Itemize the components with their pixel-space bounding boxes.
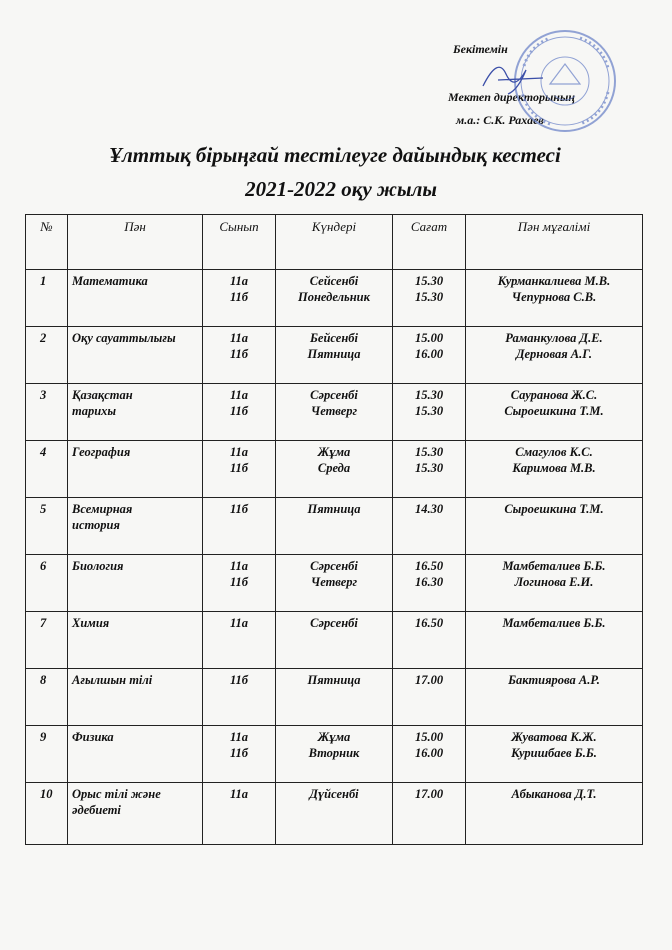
teacher-cell	[466, 384, 643, 441]
teacher-cell-line: Сыроешкина Т.М.	[504, 404, 604, 418]
row-number: 8	[26, 669, 68, 726]
class-cell	[203, 327, 276, 384]
header-time: Сағат	[393, 215, 466, 270]
time-cell-line: 16.00	[414, 347, 444, 361]
signature-icon	[478, 50, 558, 100]
subject-cell-line: Оқу сауаттылығы	[72, 331, 176, 345]
time-cell	[393, 327, 466, 384]
schedule-table	[25, 214, 643, 845]
acting-director-name: м.а.: С.К. Рахаев	[456, 112, 544, 127]
time-cell	[393, 555, 466, 612]
row-number: 7	[26, 612, 68, 669]
subject-cell	[68, 270, 203, 327]
table-row	[26, 327, 643, 384]
teacher-cell	[466, 498, 643, 555]
class-cell-line: 11б	[229, 746, 249, 760]
time-cell-line: 15.30	[414, 274, 444, 288]
days-cell	[276, 327, 393, 384]
time-cell	[393, 441, 466, 498]
header-days: Күндері	[276, 215, 393, 270]
class-cell-line: 11б	[229, 290, 249, 304]
time-cell-line: 15.30	[414, 388, 444, 402]
teacher-cell	[466, 441, 643, 498]
teacher-cell	[466, 669, 643, 726]
days-cell-line: Сәрсенбі	[310, 559, 358, 573]
subject-cell-line: Ағылшын тілі	[72, 673, 153, 687]
class-cell	[203, 612, 276, 669]
class-cell-line: 11а	[229, 388, 249, 402]
subject-cell-line: География	[72, 445, 131, 459]
time-cell	[393, 384, 466, 441]
days-cell-line: Среда	[317, 461, 351, 475]
class-cell	[203, 384, 276, 441]
class-cell-line: 11а	[229, 331, 249, 345]
table-row	[26, 498, 643, 555]
class-cell-line: 11а	[229, 445, 249, 459]
subject-cell	[68, 498, 203, 555]
time-cell	[393, 726, 466, 783]
teacher-cell-line: Мамбеталиев Б.Б.	[502, 559, 606, 573]
teacher-cell	[466, 327, 643, 384]
days-cell-line: Понедельник	[298, 290, 370, 304]
days-cell-line: Сейсенбі	[309, 274, 359, 288]
class-cell	[203, 270, 276, 327]
subject-cell-line: Қазақстан	[72, 388, 133, 402]
class-cell-line: 11а	[229, 559, 249, 573]
header-number: №	[26, 215, 68, 270]
time-cell-line: 15.30	[414, 290, 444, 304]
header-teacher: Пән мұғалімі	[466, 215, 643, 270]
teacher-cell	[466, 612, 643, 669]
days-cell-line: Вторник	[308, 746, 360, 760]
subject-cell	[68, 783, 203, 845]
row-number: 5	[26, 498, 68, 555]
teacher-cell-line: Курманкалиева М.В.	[497, 274, 611, 288]
days-cell	[276, 384, 393, 441]
days-cell	[276, 498, 393, 555]
teacher-cell-line: Чепурнова С.В.	[511, 290, 597, 304]
time-cell	[393, 669, 466, 726]
teacher-cell-line: Абыканова Д.Т.	[511, 787, 597, 801]
teacher-cell-line: Куришбаев Б.Б.	[511, 746, 597, 760]
subject-cell-line: Физика	[72, 730, 114, 744]
subject-cell	[68, 441, 203, 498]
class-cell-line: 11а	[229, 616, 249, 630]
teacher-cell-line: Смагулов К.С.	[515, 445, 593, 459]
days-cell-line: Четверг	[310, 575, 358, 589]
row-number: 6	[26, 555, 68, 612]
days-cell-line: Жұма	[317, 730, 351, 744]
subject-cell	[68, 612, 203, 669]
days-cell-line: Дүйсенбі	[309, 787, 359, 801]
class-cell-line: 11б	[229, 347, 249, 361]
table-row	[26, 783, 643, 845]
time-cell-line: 16.50	[414, 559, 444, 573]
row-number: 3	[26, 384, 68, 441]
days-cell	[276, 270, 393, 327]
subject-cell-line: Биология	[72, 559, 124, 573]
time-cell-line: 15.00	[414, 730, 444, 744]
time-cell-line: 16.30	[414, 575, 444, 589]
class-cell-line: 11а	[229, 787, 249, 801]
header-subject: Пән	[68, 215, 203, 270]
table-row	[26, 555, 643, 612]
academic-year: 2021-2022 оқу жылы	[245, 177, 437, 201]
time-cell-line: 17.00	[414, 787, 444, 801]
table-row	[26, 612, 643, 669]
time-cell-line: 16.50	[414, 616, 444, 630]
subject-cell	[68, 384, 203, 441]
class-cell	[203, 555, 276, 612]
subject-cell-line: әдебиеті	[72, 803, 121, 817]
subject-cell-line: Орыс тілі және	[72, 787, 161, 801]
days-cell-line: Пятница	[307, 502, 361, 516]
row-number: 10	[26, 783, 68, 845]
days-cell-line: Сәрсенбі	[310, 616, 358, 630]
days-cell-line: Бейсенбі	[309, 331, 359, 345]
header-class: Сынып	[203, 215, 276, 270]
subject-cell-line: тарихы	[72, 404, 117, 418]
row-number: 4	[26, 441, 68, 498]
teacher-cell-line: Мамбеталиев Б.Б.	[502, 616, 606, 630]
teacher-cell-line: Сыроешкина Т.М.	[504, 502, 604, 516]
class-cell	[203, 669, 276, 726]
teacher-cell-line: Сауранова Ж.С.	[510, 388, 598, 402]
time-cell-line: 14.30	[414, 502, 444, 516]
table-row	[26, 726, 643, 783]
teacher-cell	[466, 726, 643, 783]
subject-cell-line: Математика	[72, 274, 148, 288]
subject-cell	[68, 327, 203, 384]
class-cell	[203, 783, 276, 845]
subject-cell	[68, 726, 203, 783]
subject-cell-line: Всемирная	[72, 502, 133, 516]
days-cell-line: Пятница	[307, 673, 361, 687]
time-cell	[393, 270, 466, 327]
teacher-cell-line: Жуватова К.Ж.	[511, 730, 597, 744]
class-cell	[203, 441, 276, 498]
approval-label: Бекітемін	[453, 42, 508, 56]
time-cell-line: 15.30	[414, 461, 444, 475]
teacher-cell-line: Логинова Е.И.	[514, 575, 594, 589]
class-cell-line: 11б	[229, 404, 249, 418]
class-cell-line: 11б	[229, 673, 249, 687]
class-cell	[203, 726, 276, 783]
days-cell	[276, 612, 393, 669]
director-position: Мектеп директорының	[448, 90, 575, 105]
subject-cell-line: история	[72, 518, 120, 532]
table-row	[26, 441, 643, 498]
teacher-cell-line: Каримова М.В.	[512, 461, 596, 475]
time-cell	[393, 783, 466, 845]
teacher-cell	[466, 270, 643, 327]
subject-cell-line: Химия	[72, 616, 110, 630]
time-cell	[393, 498, 466, 555]
days-cell	[276, 441, 393, 498]
row-number: 2	[26, 327, 68, 384]
days-cell	[276, 669, 393, 726]
days-cell	[276, 726, 393, 783]
teacher-cell	[466, 555, 643, 612]
table-row	[26, 669, 643, 726]
teacher-cell-line: Раманкулова Д.Е.	[505, 331, 603, 345]
days-cell-line: Сәрсенбі	[310, 388, 358, 402]
time-cell-line: 15.30	[414, 404, 444, 418]
days-cell-line: Четверг	[310, 404, 358, 418]
class-cell-line: 11а	[229, 730, 249, 744]
teacher-cell	[466, 783, 643, 845]
time-cell-line: 15.30	[414, 445, 444, 459]
class-cell-line: 11б	[229, 575, 249, 589]
row-number: 9	[26, 726, 68, 783]
subject-cell	[68, 555, 203, 612]
row-number: 1	[26, 270, 68, 327]
table-row	[26, 270, 643, 327]
teacher-cell-line: Бактиярова А.Р.	[508, 673, 600, 687]
days-cell-line: Жұма	[317, 445, 351, 459]
time-cell	[393, 612, 466, 669]
class-cell-line: 11б	[229, 461, 249, 475]
time-cell-line: 15.00	[414, 331, 444, 345]
table-header-row	[26, 215, 643, 270]
teacher-cell-line: Дерновая А.Г.	[515, 347, 593, 361]
time-cell-line: 16.00	[414, 746, 444, 760]
table-row	[26, 384, 643, 441]
class-cell	[203, 498, 276, 555]
subject-cell	[68, 669, 203, 726]
time-cell-line: 17.00	[414, 673, 444, 687]
days-cell	[276, 783, 393, 845]
days-cell	[276, 555, 393, 612]
days-cell-line: Пятница	[307, 347, 361, 361]
class-cell-line: 11а	[229, 274, 249, 288]
class-cell-line: 11б	[229, 502, 249, 516]
document-title: Ұлттық бірыңғай тестілеуге дайындық кестесі	[109, 143, 561, 167]
